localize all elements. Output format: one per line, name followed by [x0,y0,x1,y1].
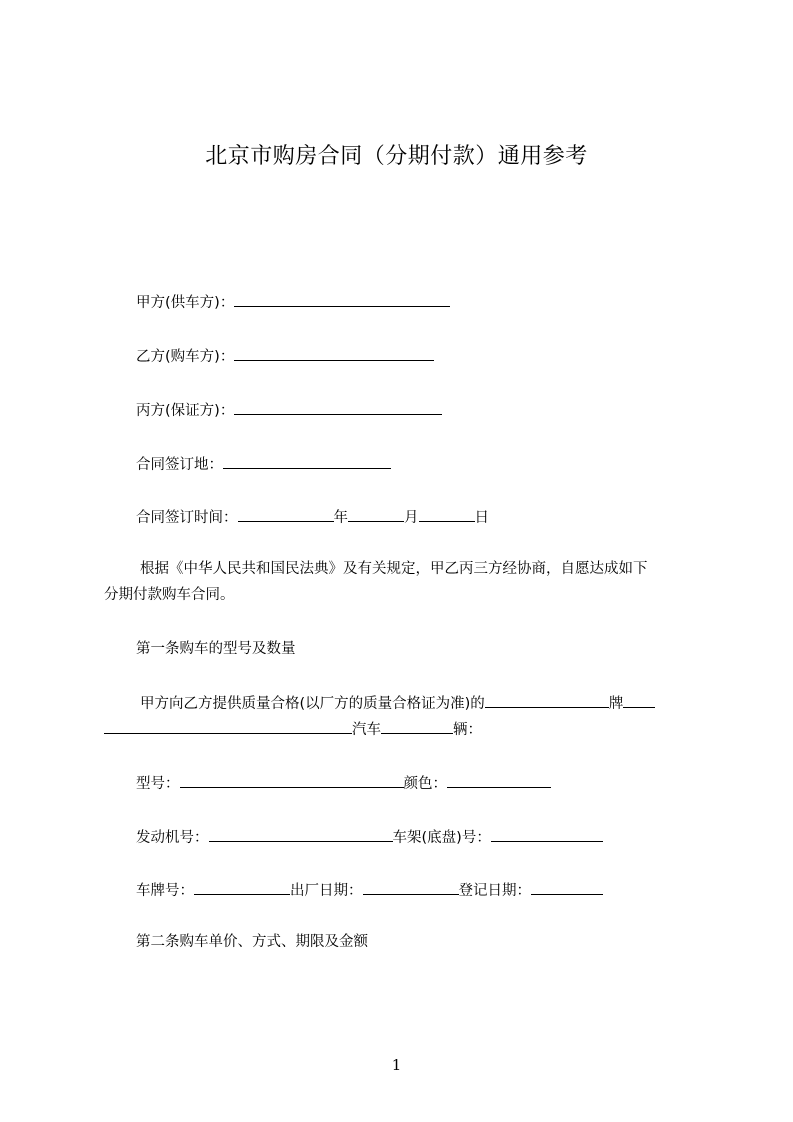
sign-time-label: 合同签订时间： [136,510,238,526]
party-b-line [136,345,434,367]
plate-dates-line [136,879,603,901]
engine-label: 发动机号： [136,830,209,846]
year-blank[interactable] [238,506,334,522]
party-b-label: 乙方(购车方)： [136,349,235,365]
quantity-blank[interactable] [381,718,453,734]
car-name-blank[interactable] [104,718,352,734]
register-date-label: 登记日期： [458,883,531,899]
brand-label: 牌 [608,696,624,712]
document-title: 北京市购房合同（分期付款）通用参考 [205,144,588,169]
preamble-line-1: 根据《中华人民共和国民法典》及有关规定，甲乙丙三方经协商，自愿达成如下 [140,561,648,577]
engine-blank[interactable] [209,826,393,842]
color-blank[interactable] [447,772,551,788]
model-color-line [136,772,551,794]
month-label: 月 [404,510,419,526]
article-1-heading: 第一条购车的型号及数量 [136,641,296,657]
article-1-line-1 [140,692,655,714]
brand-extra-blank[interactable] [623,692,655,708]
plate-blank[interactable] [194,879,290,895]
sign-time-line [136,506,489,528]
party-a-label: 甲方(供车方)： [136,295,235,311]
preamble-line-2: 分期付款购车合同。 [104,587,235,603]
plate-label: 车牌号： [136,883,194,899]
day-label: 日 [474,510,489,526]
article-1-line-2 [104,718,482,740]
chassis-label: 车架(底盘)号： [392,830,491,846]
party-c-line [136,399,442,421]
brand-blank[interactable] [485,692,609,708]
factory-date-blank[interactable] [363,879,459,895]
chassis-blank[interactable] [491,826,603,842]
sign-place-line [136,453,391,475]
engine-chassis-line [136,826,603,848]
factory-date-label: 出厂日期： [290,883,363,899]
model-blank[interactable] [180,772,404,788]
party-b-blank[interactable] [234,345,434,361]
color-label: 颜色： [403,776,447,792]
unit-label: 辆： [453,722,482,738]
sign-place-label: 合同签订地： [136,457,223,473]
year-label: 年 [333,510,348,526]
day-blank[interactable] [419,506,475,522]
register-date-blank[interactable] [531,879,603,895]
party-a-line [136,291,450,313]
month-blank[interactable] [348,506,404,522]
party-c-label: 丙方(保证方)： [136,403,235,419]
sign-place-blank[interactable] [223,453,391,469]
car-label: 汽车 [352,722,381,738]
article-1-text: 甲方向乙方提供质量合格(以厂方的质量合格证为准)的 [140,696,485,712]
party-a-blank[interactable] [234,291,450,307]
model-label: 型号： [136,776,180,792]
party-c-blank[interactable] [234,399,442,415]
page-number: 1 [391,1056,402,1074]
article-2-heading: 第二条购车单价、方式、期限及金额 [136,934,368,950]
